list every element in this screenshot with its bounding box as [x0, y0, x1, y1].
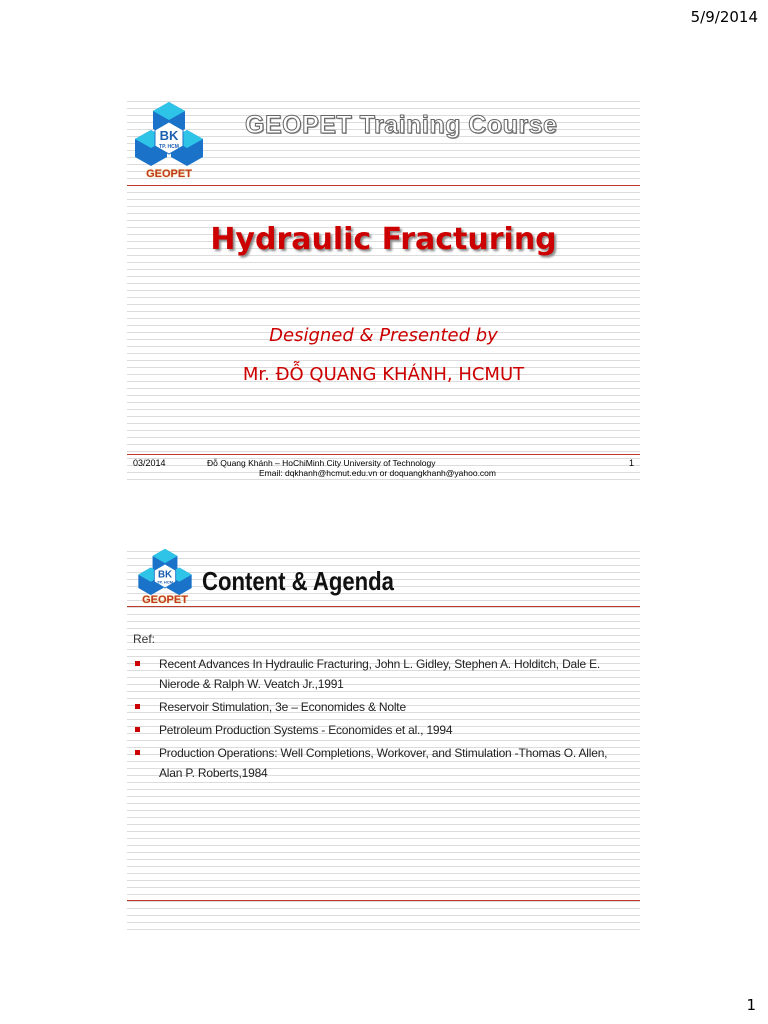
hexagon-cubes-icon — [133, 548, 197, 596]
list-item: Production Operations: Well Completions, Workover, and Stimulation -Thomas O. Allen, Alan P. Roberts,1984 — [133, 743, 623, 783]
bullet-square-icon — [135, 750, 140, 755]
footer-date: 03/2014 — [133, 458, 166, 468]
bullet-square-icon — [135, 704, 140, 709]
logo-city-text: TP. HCM — [159, 144, 179, 150]
hexagon-cubes-icon — [133, 100, 205, 172]
footer-slide-number: 1 — [628, 458, 634, 468]
footer-credit — [207, 458, 607, 478]
footer-divider — [127, 454, 640, 455]
logo-brand: GEOPET — [146, 168, 192, 180]
list-item: Petroleum Production Systems - Economides et al., 1994 — [133, 720, 623, 740]
reference-list — [133, 654, 623, 786]
list-item: Reservoir Stimulation, 3e – Economides & Nolte — [133, 697, 623, 717]
ref-label: Ref: — [133, 632, 156, 646]
designed-by-text: Designed & Presented by — [269, 325, 498, 346]
footer-divider — [127, 900, 640, 901]
bk-geopet-logo — [133, 548, 197, 608]
list-item: Recent Advances In Hydraulic Fracturing, John L. Gidley, Stephen A. Holditch, Dale E. Nierode & Ralph W. Veatch Jr.,1991 — [133, 654, 623, 694]
main-title: Hydraulic Fracturing — [210, 222, 557, 257]
slide-title — [127, 96, 640, 480]
slide-agenda — [127, 546, 640, 930]
page-date: 5/9/2014 — [690, 8, 758, 26]
header-divider — [127, 606, 640, 607]
header-divider — [127, 185, 640, 186]
bk-geopet-logo — [133, 100, 205, 184]
course-title: GEOPET Training Course — [245, 111, 558, 139]
logo-city-text: TP. HCM — [157, 579, 173, 585]
footer-credit-line1: Đỗ Quang Khánh – HoChiMinh City University of Technology — [207, 458, 436, 468]
logo-brand: GEOPET — [142, 594, 188, 606]
page-number: 1 — [746, 996, 756, 1014]
bullet-square-icon — [135, 661, 140, 666]
slide-title: Content & Agenda — [202, 566, 394, 596]
bullet-square-icon — [135, 727, 140, 732]
logo-bk-text: BK — [159, 128, 179, 143]
logo-bk-text: BK — [157, 569, 173, 581]
footer-credit-line2: Email: dqkhanh@hcmut.edu.vn or doquangkhanh@yahoo.com — [259, 468, 496, 478]
presenter-name: Mr. ĐỖ QUANG KHÁNH, HCMUT — [242, 364, 525, 385]
